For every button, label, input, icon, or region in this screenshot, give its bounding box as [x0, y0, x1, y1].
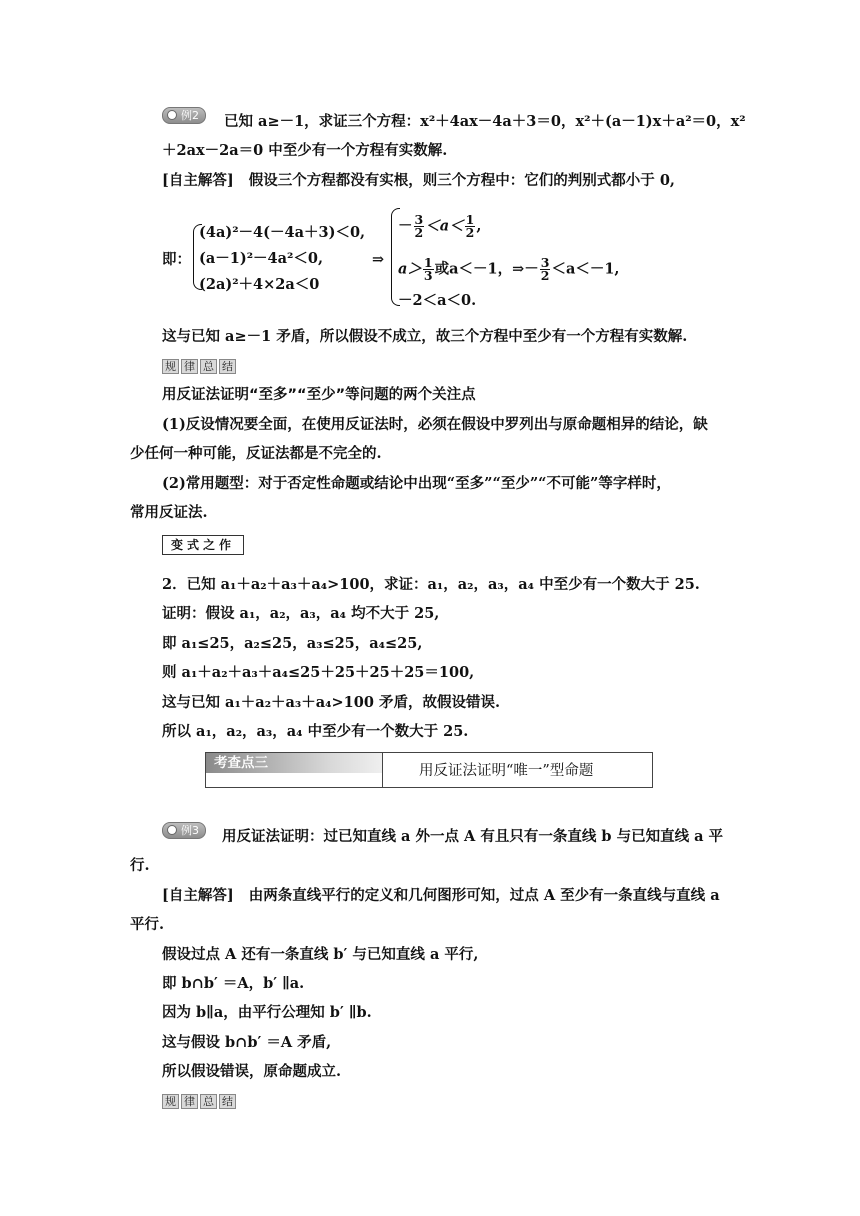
tag-char: 总: [200, 359, 217, 374]
frac-den: 2: [540, 268, 550, 283]
system2-row3: －2＜a＜0.: [398, 292, 477, 309]
frac-1-3: [423, 257, 434, 282]
tag-char: 总: [200, 1094, 217, 1109]
frac-num: 3: [414, 212, 424, 227]
example-3-answer-b: 平行.: [130, 916, 165, 933]
example-3-line1: 用反证法证明：过已知直线 a 外一点 A 有且只有一条直线 b 与已知直线 a 平: [222, 828, 724, 845]
example-3-s2: 即 b∩b′ ＝A，b′ ∥a.: [162, 975, 305, 992]
example-3-badge-label: 例3: [181, 824, 199, 837]
system2-row1: [398, 214, 481, 239]
example-3-s3: 因为 b∥a，由平行公理知 b′ ∥b.: [162, 1004, 372, 1021]
example-2-answer: [162, 171, 675, 191]
section-3-head: 考查点三: [206, 753, 382, 773]
rule-title: 用反证法证明“至多”“至少”等问题的两个关注点: [162, 387, 476, 403]
system2-row2: [398, 257, 620, 282]
example-2-badge-label: 例2: [181, 109, 199, 122]
example-3-line2: 行.: [130, 857, 150, 874]
frac-den: 3: [423, 268, 433, 283]
section-3-box: [205, 752, 653, 788]
tag-char: 律: [181, 359, 198, 374]
rule-p2a: (2)常用题型：对于否定性命题或结论中出现“至多”“至少”“不可能”等字样时，: [162, 475, 671, 492]
proof-line1: [162, 604, 439, 624]
section-3-title: 用反证法证明“唯一”型命题: [419, 763, 594, 779]
answer-label: [自主解答]: [162, 887, 234, 904]
example-3-s5: 所以假设错误，原命题成立.: [162, 1063, 342, 1080]
ji-label: 即：: [162, 251, 191, 268]
frac-1-2: [465, 214, 476, 239]
proof-text: 假设 a₁，a₂，a₃，a₄ 均不大于 25,: [205, 605, 440, 622]
s2r1-pre: －: [398, 217, 413, 235]
tag-char: 规: [162, 359, 179, 374]
rule-p1a: (1)反设情况要全面，在使用反证法时，必须在假设中罗列出与原命题相异的结论，缺: [162, 416, 708, 433]
frac-num: 1: [465, 212, 475, 227]
tag-char: 规: [162, 1094, 179, 1109]
proof-line5: 所以 a₁，a₂，a₃，a₄ 中至少有一个数大于 25.: [162, 723, 469, 740]
system1-row2: (a－1)²－4a²＜0,: [199, 250, 324, 267]
variant-question: 2．已知 a₁＋a₂＋a₃＋a₄>100，求证：a₁，a₂，a₃，a₄ 中至少有一个数大于 25.: [162, 576, 700, 593]
example-2-line1: 已知 a≥－1，求证三个方程：x²＋4ax－4a＋3＝0，x²＋(a－1)x＋a²＝0，x²: [224, 113, 746, 130]
system1-row1: (4a)²－4(－4a＋3)＜0,: [199, 224, 366, 241]
s2r2-mid: 或a＜－1，⇒－: [434, 260, 539, 278]
example-3-s1: 假设过点 A 还有一条直线 b′ 与已知直线 a 平行,: [162, 946, 479, 963]
example-3-badge: [162, 822, 206, 839]
answer-text: 假设三个方程都没有实根，则三个方程中：它们的判别式都小于 0,: [248, 172, 675, 189]
frac-num: 3: [540, 255, 550, 270]
proof-line3: 则 a₁＋a₂＋a₃＋a₄≤25＋25＋25＋25＝100,: [162, 664, 475, 681]
answer-text: 由两条直线平行的定义和几何图形可知，过点 A 至少有一条直线与直线 a: [248, 887, 720, 904]
frac-3-2b: [540, 257, 551, 282]
example-icon: [167, 825, 177, 835]
frac-num: 1: [423, 255, 433, 270]
frac-3-2: [414, 214, 425, 239]
rule-summary-tag: [162, 359, 236, 374]
rule-p1b: 少任何一种可能，反证法都是不完全的.: [130, 445, 382, 462]
rule-summary-tag-2: [162, 1094, 236, 1109]
tag-char: 结: [219, 359, 236, 374]
example-2-conclusion: 这与已知 a≥－1 矛盾，所以假设不成立，故三个方程中至少有一个方程有实数解.: [162, 328, 688, 345]
proof-line2: 即 a₁≤25，a₂≤25，a₃≤25，a₄≤25,: [162, 635, 423, 652]
frac-den: 2: [414, 225, 424, 240]
system1-row3: (2a)²＋4×2a＜0: [199, 276, 320, 293]
tag-char: 律: [181, 1094, 198, 1109]
example-2-badge: [162, 107, 206, 124]
example-3-s4: 这与假设 b∩b′ ＝A 矛盾,: [162, 1034, 332, 1051]
s2r1-mid: ＜a＜: [425, 217, 464, 235]
example-3-answer: [162, 886, 720, 906]
answer-label: [自主解答]: [162, 172, 234, 189]
s2r2-end: ＜a＜－1,: [551, 260, 620, 278]
example-2-line2: ＋2ax－2a＝0 中至少有一个方程有实数解.: [162, 142, 448, 159]
s2r2-pre: a＞: [398, 260, 422, 278]
frac-den: 2: [465, 225, 475, 240]
tag-char: 结: [219, 1094, 236, 1109]
rule-p2b: 常用反证法.: [130, 504, 208, 521]
s2r1-end: ,: [476, 217, 482, 235]
proof-label: 证明：: [162, 605, 206, 622]
proof-line4: 这与已知 a₁＋a₂＋a₃＋a₄>100 矛盾，故假设错误.: [162, 694, 501, 711]
section-3-divider: [382, 753, 383, 787]
example-icon: [167, 110, 177, 120]
implies-arrow: ⇒: [372, 251, 385, 268]
variant-practice-tag: 变式之作: [162, 535, 244, 555]
